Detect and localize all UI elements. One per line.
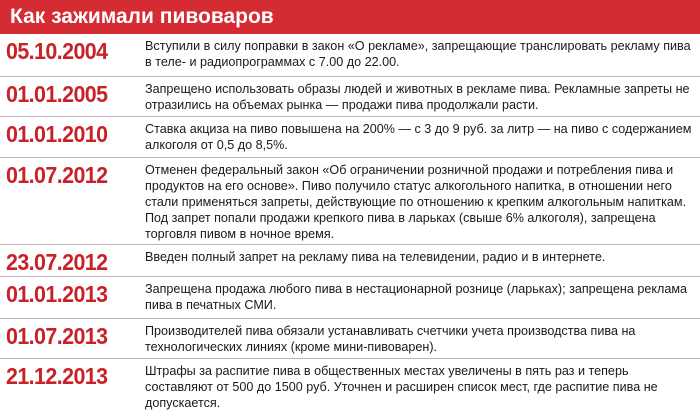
entry-date: 01.01.2010 [6, 121, 108, 147]
entry-date: 01.01.2013 [6, 281, 108, 307]
entry-date: 21.12.2013 [6, 363, 108, 389]
entry-text: Штрафы за распитие пива в общественных местах увеличены в пять раз и теперь составляют от 500 до 1500 руб. Уточнен и расширен список мест, где распитие пива не допускается. [145, 364, 658, 410]
page-title: Как зажимали пивоваров [10, 5, 274, 28]
timeline-entry [0, 245, 700, 277]
entry-date: 01.01.2005 [6, 81, 108, 107]
entry-text: Запрещено использовать образы людей и животных в рекламе пива. Рекламные запреты не отразились на объемах рынка — продажи пива продолжали расти. [145, 82, 690, 112]
timeline-entry [0, 319, 700, 359]
timeline-list [0, 34, 700, 409]
entry-date: 23.07.2012 [6, 249, 108, 275]
entry-text: Вступили в силу поправки в закон «О рекламе», запрещающие транслировать рекламу пива в теле- и радиопрограммах с 7.00 до 22.00. [145, 39, 691, 69]
entry-date: 01.07.2013 [6, 323, 108, 349]
timeline-entry [0, 359, 700, 409]
entry-text: Производителей пива обязали устанавливать счетчики учета производства пива на технологических линиях (кроме мини-пивоварен). [145, 324, 636, 354]
timeline-entry [0, 34, 700, 77]
entry-text: Отменен федеральный закон «Об ограничении розничной продажи и потребления пива и продуктов на его основе». Пиво получило статус алкогольного напитка, в отношении него стали применяться запреты, действующие по отношению к крепким алкогольным напиткам. Под запрет попали продажи крепкого пива в ларьках (свыше 6% алкоголя), запрещена торговля пивом в ночное время. [145, 163, 687, 241]
entry-text: Введен полный запрет на рекламу пива на телевидении, радио и в интернете. [145, 250, 606, 264]
entry-date: 01.07.2012 [6, 162, 108, 188]
timeline-entry [0, 158, 700, 245]
entry-text: Ставка акциза на пиво повышена на 200% — с 3 до 9 руб. за литр — на пиво с содержанием алкоголя от 0,5 до 8,5%. [145, 122, 692, 152]
title-banner [0, 0, 700, 34]
timeline-entry [0, 77, 700, 117]
timeline-entry [0, 117, 700, 158]
entry-text: Запрещена продажа любого пива в нестационарной рознице (ларьках); запрещена реклама пива в печатных СМИ. [145, 282, 688, 312]
timeline-entry [0, 277, 700, 319]
entry-date: 05.10.2004 [6, 38, 108, 64]
